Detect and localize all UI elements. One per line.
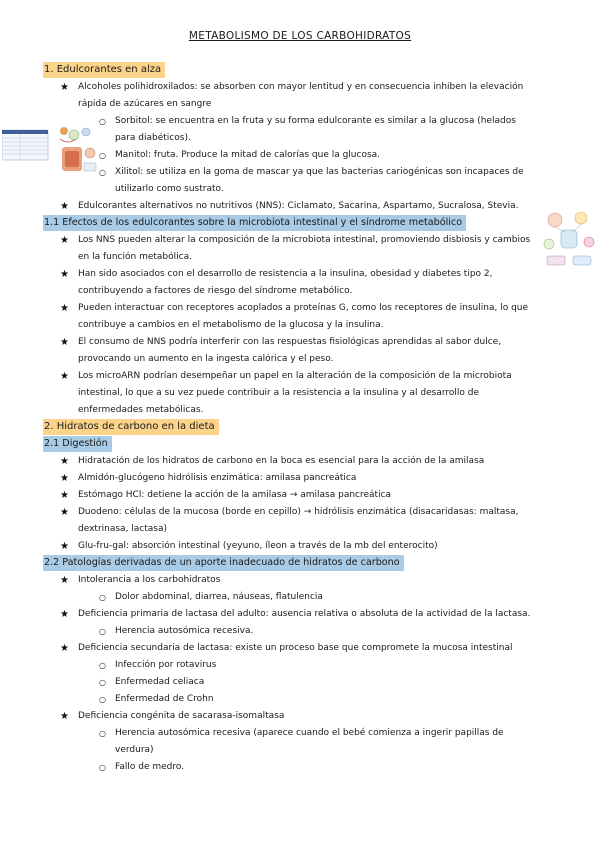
star-bullet-icon: ★	[60, 643, 69, 654]
list-item: ★ Deficiencia secundaria de lactasa: existe un proceso base que compromete la mucosa intestinal	[0, 640, 600, 657]
circle-bullet-icon: ○	[99, 763, 106, 772]
circle-bullet-icon: ○	[99, 729, 106, 738]
circle-bullet-icon: ○	[99, 168, 106, 177]
sub-list-item: ○ Xilitol: se utiliza en la goma de mascar ya que las bacterias cariogénicas son incapaces de utilizarlo como sustrato.	[0, 164, 600, 198]
document-title: METABOLISMO DE LOS CARBOHIDRATOS	[188, 30, 412, 42]
list-item: ★ Han sido asociados con el desarrollo de resistencia a la insulina, obesidad y diabetes tipo 2, contribuyendo a factores de riesgo del síndrome metabólico.	[0, 266, 600, 300]
circle-bullet-icon: ○	[99, 627, 106, 636]
circle-bullet-icon: ○	[99, 151, 106, 160]
star-bullet-icon: ★	[60, 201, 69, 212]
subsection-heading: 2.2 Patologías derivadas de un aporte inadecuado de hidratos de carbono	[43, 555, 404, 571]
sub-list-item: ○ Enfermedad de Crohn	[0, 691, 600, 708]
star-bullet-icon: ★	[60, 575, 69, 586]
star-bullet-icon: ★	[60, 82, 69, 93]
list-item: ★ Duodeno: células de la mucosa (borde en cepillo) → hidrólisis enzimática (disacaridasas: maltasa, dextrinasa, lactasa)	[0, 504, 600, 538]
sub-list-item: ○ Infección por rotavirus	[0, 657, 600, 674]
sub-list-item: ○ Fallo de medro.	[0, 759, 600, 776]
sub-list-item: ○ Manitol: fruta. Produce la mitad de calorías que la glucosa.	[0, 147, 600, 164]
list-item: ★ Los NNS pueden alterar la composición de la microbiota intestinal, promoviendo disbiosis y cambios en la función metabólica.	[0, 232, 600, 266]
star-bullet-icon: ★	[60, 371, 69, 382]
list-item: ★ Estómago HCl: detiene la acción de la amilasa → amilasa pancreática	[0, 487, 600, 504]
star-bullet-icon: ★	[60, 337, 69, 348]
sub-list-item: ○ Enfermedad celiaca	[0, 674, 600, 691]
list-item: ★ Alcoholes polihidroxilados: se absorben con mayor lentitud y en consecuencia inhiben la elevación rápida de azúcares en sangre	[0, 79, 600, 113]
sub-list-item: ○ Sorbitol: se encuentra en la fruta y su forma edulcorante es similar a la glucosa (helados para diabéticos).	[0, 113, 600, 147]
list-item: ★ Glu-fru-gal: absorción intestinal (yeyuno, íleon a través de la mb del enterocito)	[0, 538, 600, 555]
star-bullet-icon: ★	[60, 711, 69, 722]
sub-list-item: ○ Dolor abdominal, diarrea, náuseas, flatulencia	[0, 589, 600, 606]
list-item: ★ Deficiencia congénita de sacarasa-isomaltasa	[0, 708, 600, 725]
star-bullet-icon: ★	[60, 235, 69, 246]
document-body	[0, 62, 600, 776]
list-item: ★ Hidratación de los hidratos de carbono en la boca es esencial para la acción de la amilasa	[0, 453, 600, 470]
sub-list-item: ○ Herencia autosómica recesiva (aparece cuando el bebé comienza a ingerir papillas de verdura)	[0, 725, 600, 759]
list-item: ★ Pueden interactuar con receptores acoplados a proteínas G, como los receptores de insulina, lo que contribuye a cambios en el metabolismo de la glucosa y la insulina.	[0, 300, 600, 334]
circle-bullet-icon: ○	[99, 117, 106, 126]
star-bullet-icon: ★	[60, 490, 69, 501]
star-bullet-icon: ★	[60, 507, 69, 518]
star-bullet-icon: ★	[60, 609, 69, 620]
list-item: ★ Deficiencia primaria de lactasa del adulto: ausencia relativa o absoluta de la actividad de la lactasa.	[0, 606, 600, 623]
list-item: ★ Edulcorantes alternativos no nutritivos (NNS): Ciclamato, Sacarina, Aspartamo, Sucralosa, Stevia.	[0, 198, 600, 215]
sub-list-item: ○ Herencia autosómica recesiva.	[0, 623, 600, 640]
subsection-heading: 2.1 Digestión	[43, 436, 112, 452]
circle-bullet-icon: ○	[99, 593, 106, 602]
list-item: ★ Almidón-glucógeno hidrólisis enzimática: amilasa pancreática	[0, 470, 600, 487]
list-item: ★ Intolerancia a los carbohidratos	[0, 572, 600, 589]
star-bullet-icon: ★	[60, 303, 69, 314]
circle-bullet-icon: ○	[99, 678, 106, 687]
section-heading: 2. Hidratos de carbono en la dieta	[43, 419, 219, 435]
circle-bullet-icon: ○	[99, 695, 106, 704]
section-heading: 1. Edulcorantes en alza	[43, 62, 165, 78]
star-bullet-icon: ★	[60, 456, 69, 467]
list-item: ★ El consumo de NNS podría interferir con las respuestas fisiológicas aprendidas al sabor dulce, provocando un aumento en la ingesta calórica y el peso.	[0, 334, 600, 368]
star-bullet-icon: ★	[60, 269, 69, 280]
star-bullet-icon: ★	[60, 473, 69, 484]
star-bullet-icon: ★	[60, 541, 69, 552]
subsection-heading: 1.1 Efectos de los edulcorantes sobre la microbiota intestinal y el síndrome metabólico	[43, 215, 466, 231]
list-item: ★ Los microARN podrían desempeñar un papel en la alteración de la composición de la microbiota intestinal, lo que a su vez puede contribuir a la resistencia a la insulina y al desarrollo de enfermedades metabólicas.	[0, 368, 600, 419]
circle-bullet-icon: ○	[99, 661, 106, 670]
